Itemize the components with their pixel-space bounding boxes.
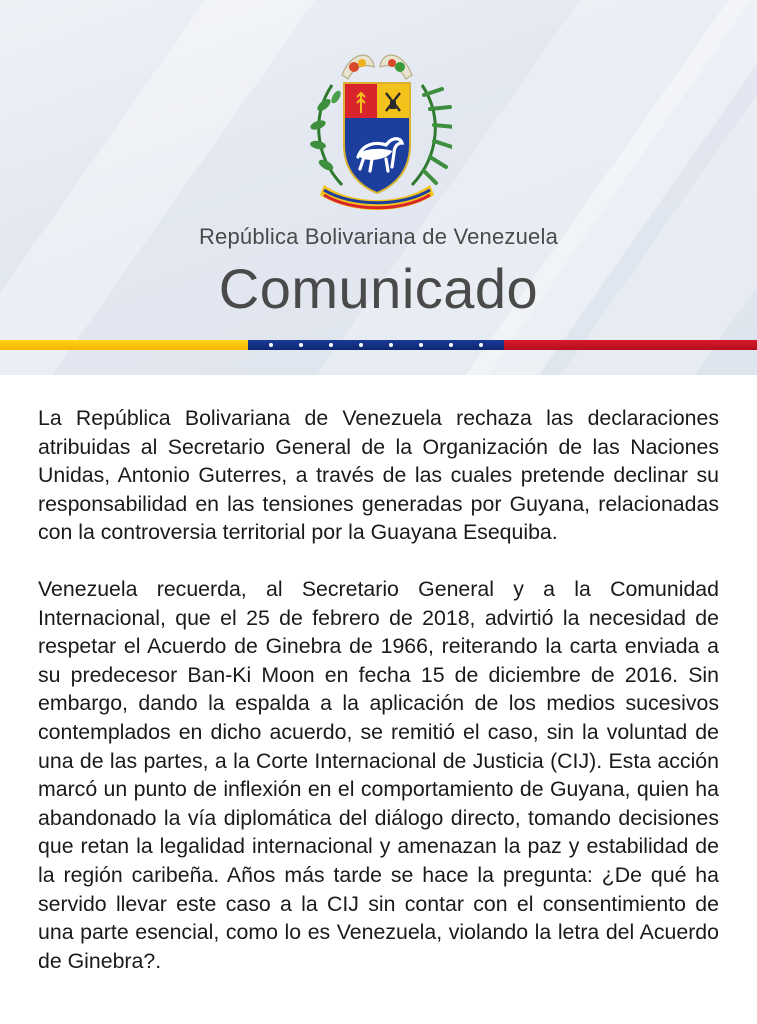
communique-body <box>38 404 719 1003</box>
star-icon <box>479 343 483 347</box>
flag-blue-band <box>248 340 504 350</box>
star-icon <box>419 343 423 347</box>
flag-stars <box>248 340 504 350</box>
flag-red-band <box>504 340 757 350</box>
star-icon <box>329 343 333 347</box>
venezuela-coat-of-arms-icon <box>302 45 452 215</box>
star-icon <box>389 343 393 347</box>
page-title: Comunicado <box>218 257 539 320</box>
body-paragraph: La República Bolivariana de Venezuela rechaza las declaraciones atribuidas al Secretario General de la Organización de las Naciones Unidas, Antonio Guterres, a través de las cuales pretende declinar su responsabilidad en las tensiones generadas por Guyana, relacionadas con la controversia territorial por la Guayana Esequiba. <box>38 406 719 545</box>
body-paragraph: Venezuela recuerda, al Secretario General y a la Comunidad Internacional, que el 25 de febrero de 2018, advirtió la necesidad de respetar el Acuerdo de Ginebra de 1966, reiterando la carta enviada a su predecesor Ban-Ki Moon en fecha 15 de diciembre de 2016. Sin embargo, dando la espalda a la aplicación de los medios sucesivos contemplados en dicho acuerdo, se remitió el caso, sin la voluntad de una de las partes, a la Corte Internacional de Justicia (CIJ). Esta acción marcó un punto de inflexión en el comportamiento de Guyana, quien ha abandonado la vía diplomática del diálogo directo, tomando decisiones que retan la legalidad internacional y amenazan la paz y estabilidad de la región caribeña. Años más tarde se hace la pregunta: ¿De qué ha servido llevar este caso a la CIJ sin contar con el consentimiento de una parte esencial, como lo es Venezuela, violando la letra del Acuerdo de Ginebra?. <box>38 576 719 973</box>
star-icon <box>359 343 363 347</box>
communique-header <box>0 0 757 375</box>
star-icon <box>449 343 453 347</box>
flag-yellow-band <box>0 340 248 350</box>
star-icon <box>299 343 303 347</box>
flag-color-bar <box>0 340 757 350</box>
star-icon <box>269 343 273 347</box>
republic-subtitle: República Bolivariana de Venezuela <box>198 224 559 249</box>
